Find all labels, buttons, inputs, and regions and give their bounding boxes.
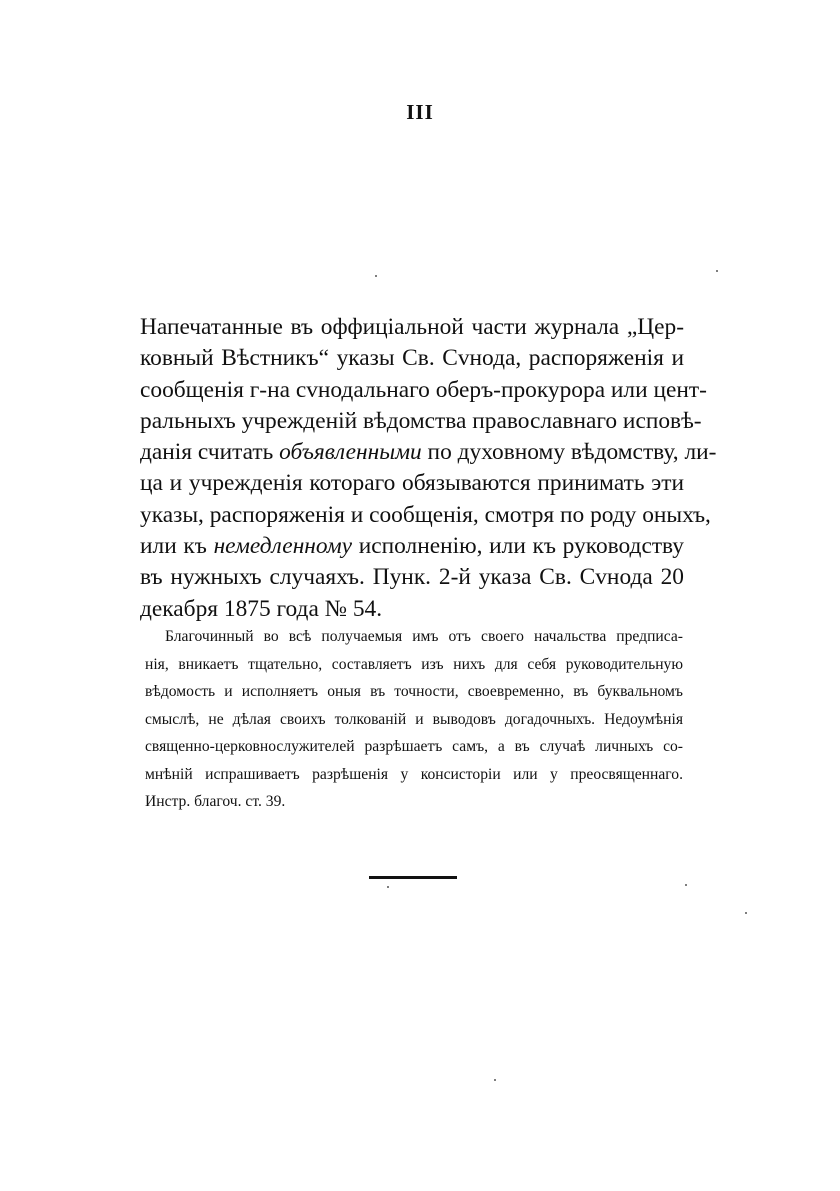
main-line-1: Напечатанные въ оффиціальной части журнала „Цер-: [140, 314, 684, 340]
main-line-4: ральныхъ учрежденій вѣдомства православнаго исповѣ-: [140, 407, 702, 434]
print-speck: [716, 270, 718, 272]
page-number: III: [406, 100, 434, 124]
main-line-8: или къ немедленному исполненію, или къ руководству: [140, 533, 684, 560]
small-paragraph: [145, 623, 683, 816]
main-line-10: декабря 1875 года № 54.: [140, 595, 383, 622]
main-paragraph: [140, 312, 717, 625]
print-speck: [745, 912, 747, 914]
print-speck: [387, 886, 389, 888]
main-line-7: указы, распоряженія и сообщенія, смотря по роду оныхъ,: [140, 501, 711, 528]
main-line-9: въ нужныхъ случаяхъ. Пунк. 2-й указа Св. Сvнода 20: [140, 564, 684, 591]
small-line-6: мнѣній испрашиваетъ разрѣшенія у консисторіи или у преосвященнаго.: [145, 765, 683, 783]
small-line-3: вѣдомость и исполняетъ оныя въ точности, своевременно, въ буквальномъ: [145, 683, 683, 700]
small-line-1: Благочинный во всѣ получаемыя имъ отъ своего начальства предписа-: [165, 628, 683, 645]
print-speck: [685, 884, 687, 886]
small-line-7: Инстр. благоч. ст. 39.: [145, 793, 286, 810]
main-line-6: ца и учрежденія котораго обязываются принимать эти: [140, 470, 684, 497]
end-rule: [369, 876, 457, 879]
emphasized-word-immediate: немедленному: [213, 533, 353, 560]
small-line-4: смыслѣ, не дѣлая своихъ толкованій и выводовъ догадочныхъ. Недоумѣнія: [145, 710, 683, 728]
print-speck: [375, 275, 377, 277]
print-speck: [494, 1079, 496, 1081]
small-line-2: нія, вникаетъ тщательно, составляетъ изъ нихъ для себя руководительную: [145, 655, 683, 673]
main-line-5: данія считать объявленными по духовному вѣдомству, ли-: [140, 439, 717, 466]
small-line-5: священно-церковнослужителей разрѣшаетъ самъ, а въ случаѣ личныхъ со-: [145, 738, 683, 755]
main-line-2: ковный Вѣстникъ“ указы Св. Сvнода, распоряженія и: [140, 345, 684, 372]
main-line-3: сообщенія г-на сvнодальнаго оберъ-прокурора или цент-: [140, 376, 707, 403]
emphasized-word-declared: объявленными: [279, 439, 422, 466]
